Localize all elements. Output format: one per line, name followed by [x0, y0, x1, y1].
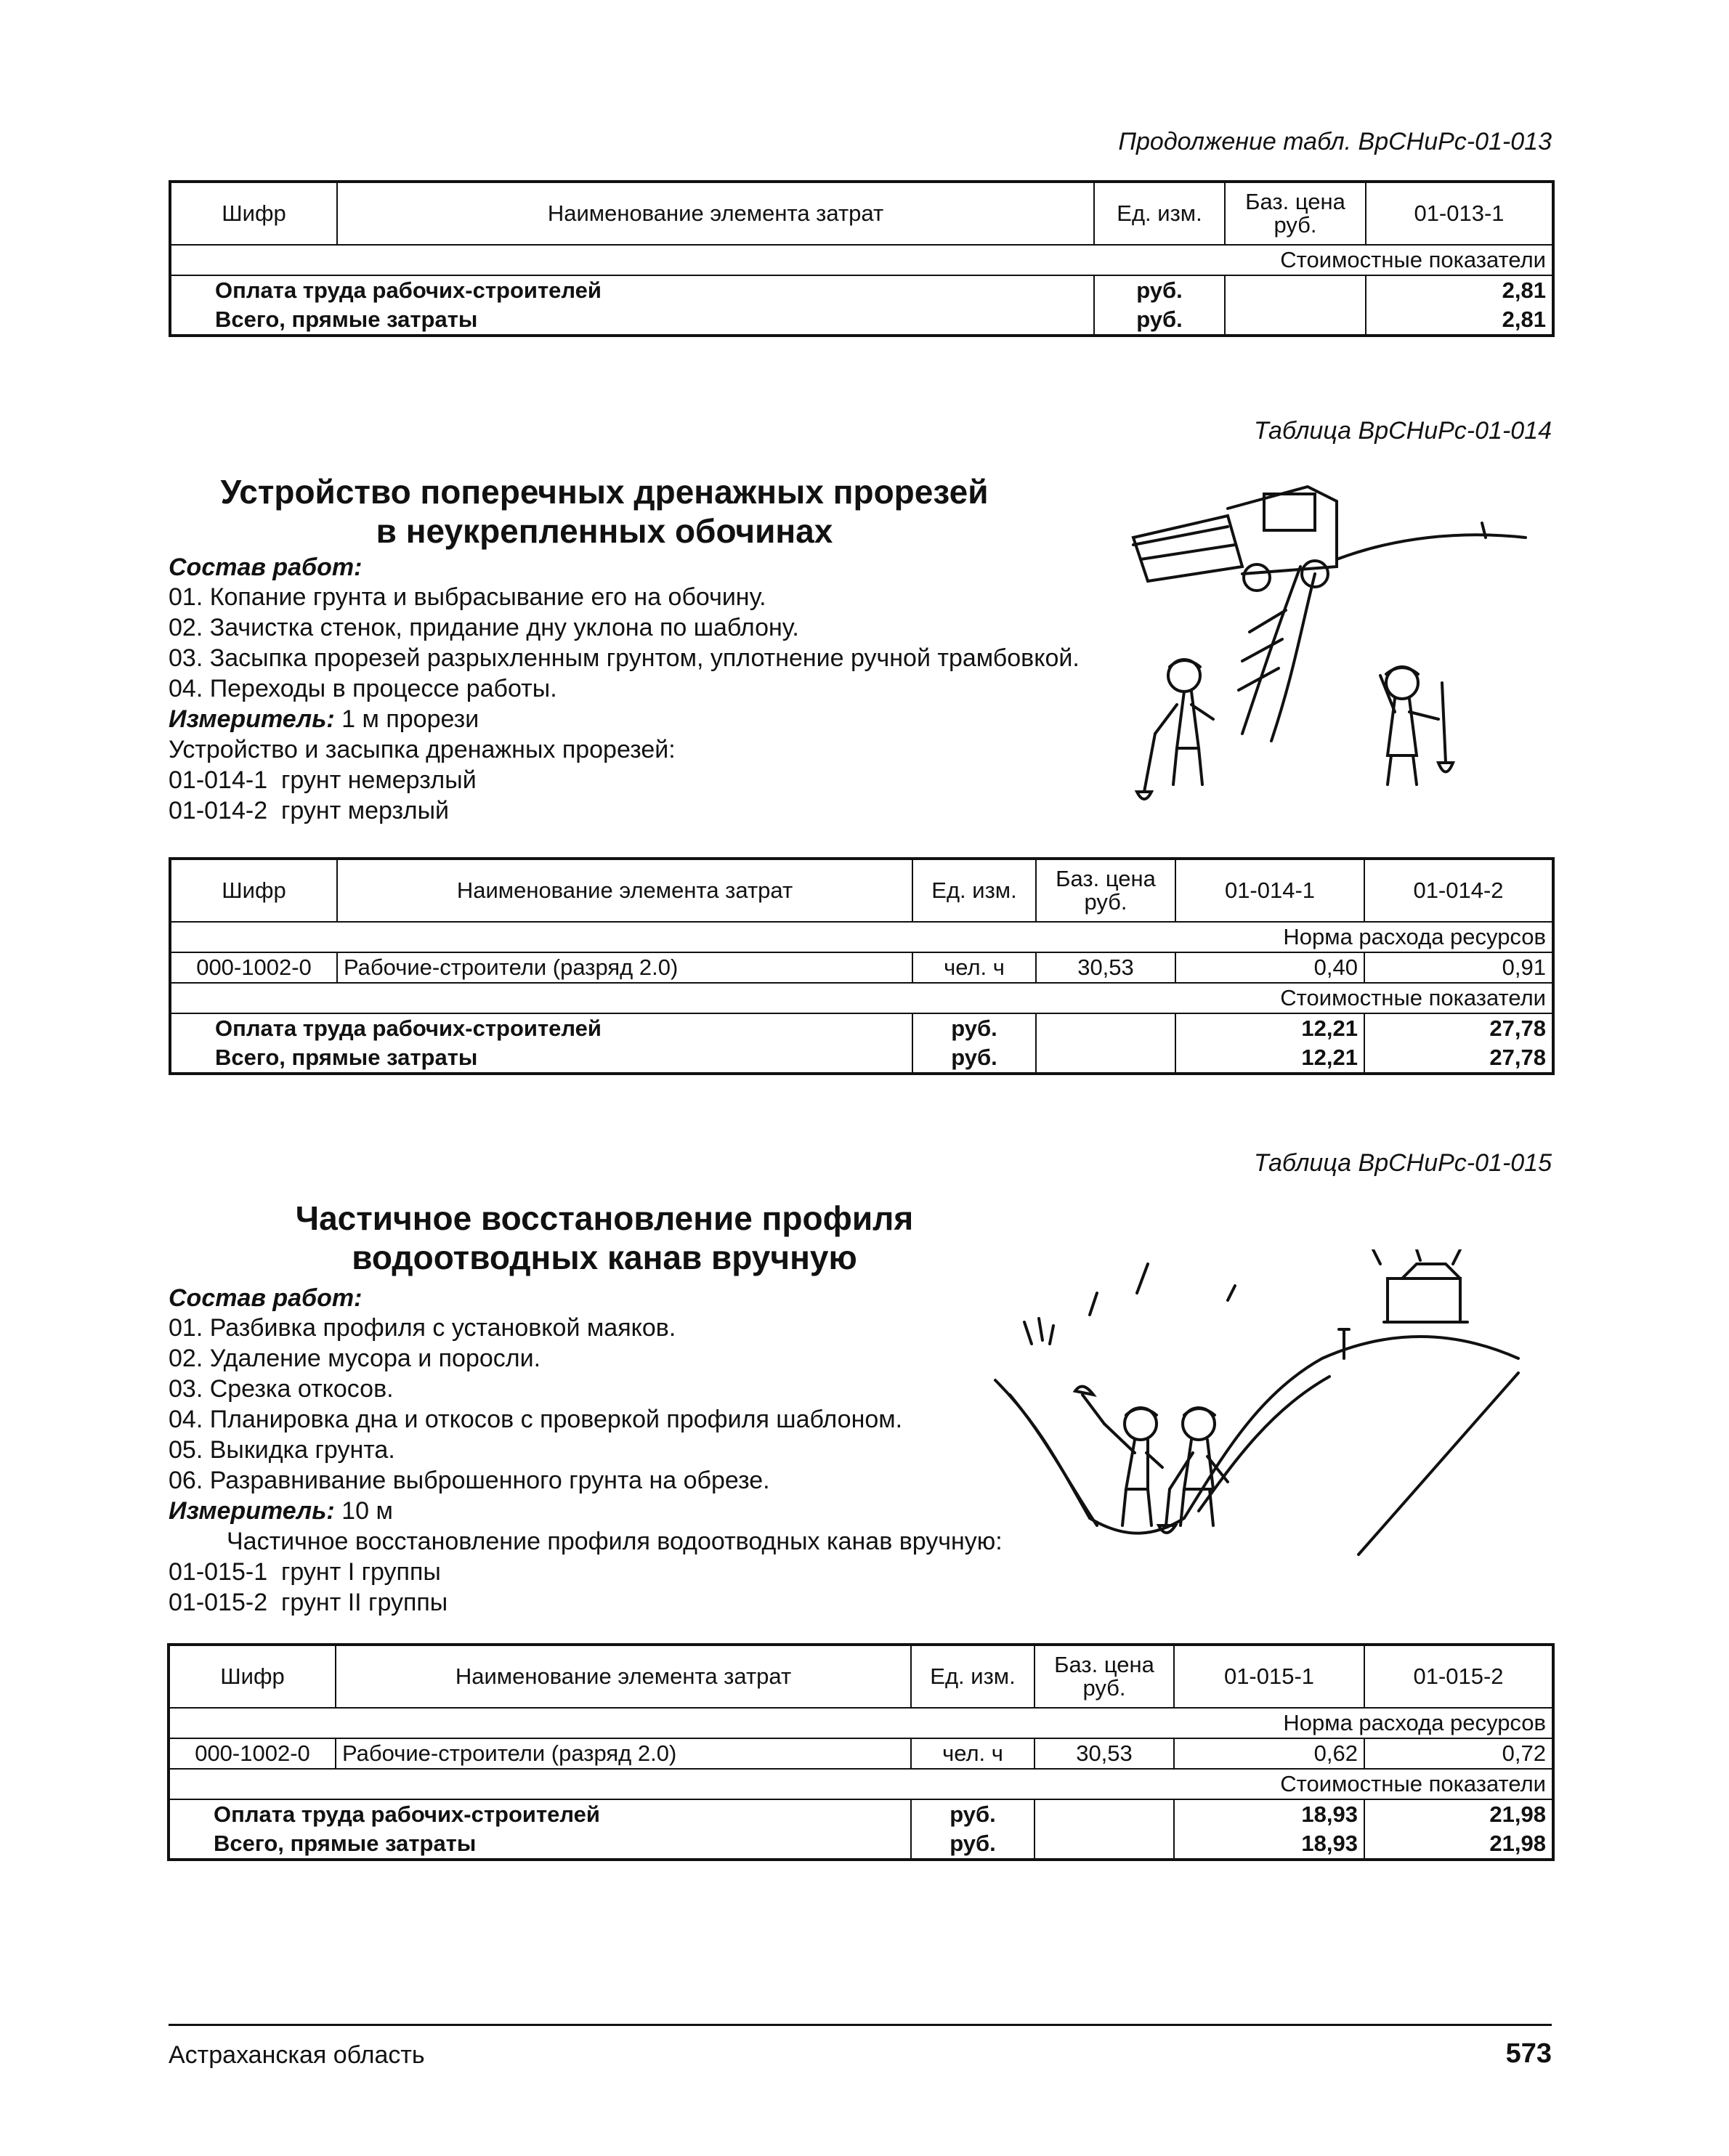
title-line-1: Устройство поперечных дренажных прорезей — [220, 473, 989, 511]
row-price — [1036, 1013, 1175, 1043]
variants-intro: Устройство и засыпка дренажных прорезей: — [169, 736, 676, 763]
row-price: 30,53 — [1034, 1738, 1174, 1769]
row-unit: руб. — [911, 1799, 1034, 1829]
section-label: Норма расхода ресурсов — [1174, 1708, 1553, 1738]
row-value-1: 0,62 — [1174, 1738, 1364, 1769]
meter-line — [169, 1496, 1003, 1526]
title-line-2: водоотводных канав вручную — [352, 1239, 857, 1276]
col-header-price: Баз. цена руб. — [1036, 859, 1175, 922]
variant-item: 01-015-2 грунт II группы — [169, 1589, 448, 1616]
col-header-variant-2: 01-014-2 — [1364, 859, 1553, 922]
col-header-name: Наименование элемента затрат — [337, 182, 1094, 245]
row-value-1: 18,93 — [1174, 1799, 1364, 1829]
row-name: Оплата труда рабочих-строителей — [169, 1799, 911, 1829]
footer-divider — [169, 2024, 1552, 2026]
table-row — [170, 275, 1553, 305]
work-step: 02. Зачистка стенок, придание дну уклона по шаблону. — [169, 614, 799, 641]
work-step: 04. Переходы в процессе работы. — [169, 675, 557, 702]
illustration-ditch-icon — [981, 1249, 1547, 1569]
row-name: Оплата труда рабочих-строителей — [170, 275, 1094, 305]
row-value-2: 0,91 — [1364, 952, 1553, 983]
table-header-row — [169, 1645, 1553, 1708]
section-label: Стоимостные показатели — [1175, 983, 1553, 1013]
variants-intro: Частичное восстановление профиля водоотводных канав вручную: — [227, 1528, 1003, 1555]
col-header-price: Баз. цена руб. — [1034, 1645, 1174, 1708]
col-header-variant-2: 01-015-2 — [1364, 1645, 1553, 1708]
variant-item: 01-014-1 грунт немерзлый — [169, 766, 477, 794]
table-row — [170, 1013, 1553, 1043]
work-step: 06. Разравнивание выброшенного грунта на обрезе. — [169, 1467, 770, 1494]
row-code: 000-1002-0 — [169, 1738, 336, 1769]
work-list-015 — [169, 1284, 1003, 1618]
continuation-caption: Продолжение табл. ВрСНиРс-01-013 — [1118, 128, 1552, 155]
meter-label: Измеритель: — [169, 705, 335, 733]
work-step: 05. Выкидка грунта. — [169, 1436, 395, 1464]
row-code: 000-1002-0 — [170, 952, 337, 983]
page-number: 573 — [1505, 2038, 1552, 2069]
work-step: 03. Засыпка прорезей разрыхленным грунтом, уплотнение ручной трамбовкой. — [169, 644, 1080, 672]
col-header-variant-1: 01-015-1 — [1174, 1645, 1364, 1708]
section-row — [170, 245, 1553, 275]
section-row — [170, 983, 1553, 1013]
row-value-1: 12,21 — [1175, 1013, 1364, 1043]
table-caption-014: Таблица ВрСНиРс-01-014 — [1253, 417, 1552, 445]
row-price — [1036, 1043, 1175, 1074]
row-unit: руб. — [1094, 275, 1225, 305]
row-price — [1034, 1829, 1174, 1860]
col-header-price: Баз. цена руб. — [1225, 182, 1366, 245]
row-name: Рабочие-строители (разряд 2.0) — [336, 1738, 911, 1769]
variant-item: 01-015-1 грунт I группы — [169, 1558, 441, 1586]
table-row — [169, 1829, 1553, 1860]
row-price — [1225, 305, 1366, 336]
title-line-2: в неукрепленных обочинах — [376, 512, 833, 550]
meter-value: 10 м — [334, 1497, 393, 1525]
col-header-unit: Ед. изм. — [912, 859, 1036, 922]
section-row — [169, 1769, 1553, 1799]
work-step: 03. Срезка откосов. — [169, 1375, 394, 1403]
row-unit: чел. ч — [911, 1738, 1034, 1769]
variant-item: 01-014-2 грунт мерзлый — [169, 797, 450, 824]
table-row — [169, 1799, 1553, 1829]
meter-label: Измеритель: — [169, 1497, 335, 1525]
col-header-variant-1: 01-013-1 — [1366, 182, 1553, 245]
row-value-2: 21,98 — [1364, 1799, 1553, 1829]
section-label: Норма расхода ресурсов — [1175, 922, 1553, 952]
work-list-014 — [169, 554, 1080, 826]
work-step: 02. Удаление мусора и поросли. — [169, 1345, 541, 1372]
section-label: Стоимостные показатели — [1174, 1769, 1553, 1799]
row-unit: руб. — [911, 1829, 1034, 1860]
table-header-row — [170, 859, 1553, 922]
section-row — [169, 1708, 1553, 1738]
table-015 — [167, 1643, 1555, 1861]
row-unit: руб. — [1094, 305, 1225, 336]
row-value-1: 2,81 — [1366, 275, 1553, 305]
col-header-code: Шифр — [169, 1645, 336, 1708]
row-unit: руб. — [912, 1043, 1036, 1074]
row-value-2: 27,78 — [1364, 1013, 1553, 1043]
section-title-014 — [169, 472, 1040, 551]
col-header-code: Шифр — [170, 182, 337, 245]
work-label: Состав работ: — [169, 554, 363, 581]
table-row — [170, 1043, 1553, 1074]
meter-value: 1 м прорези — [334, 705, 479, 733]
table-row — [170, 305, 1553, 336]
row-value-1: 12,21 — [1175, 1043, 1364, 1074]
col-header-unit: Ед. изм. — [911, 1645, 1034, 1708]
table-row — [169, 1738, 1553, 1769]
row-value-1: 0,40 — [1175, 952, 1364, 983]
row-value-1: 18,93 — [1174, 1829, 1364, 1860]
row-name: Рабочие-строители (разряд 2.0) — [337, 952, 912, 983]
row-value-2: 21,98 — [1364, 1829, 1553, 1860]
row-name: Всего, прямые затраты — [170, 1043, 912, 1074]
row-name: Оплата труда рабочих-строителей — [170, 1013, 912, 1043]
row-price — [1225, 275, 1366, 305]
row-price — [1034, 1799, 1174, 1829]
section-label: Стоимостные показатели — [1225, 245, 1553, 275]
col-header-variant-1: 01-014-1 — [1175, 859, 1364, 922]
row-unit: чел. ч — [912, 952, 1036, 983]
table-header-row — [170, 182, 1553, 245]
footer-region: Астраханская область — [169, 2041, 425, 2069]
work-step: 01. Разбивка профиля с установкой маяков. — [169, 1314, 676, 1342]
table-caption-015: Таблица ВрСНиРс-01-015 — [1253, 1149, 1552, 1177]
table-013 — [169, 180, 1555, 337]
col-header-name: Наименование элемента затрат — [336, 1645, 911, 1708]
work-label: Состав работ: — [169, 1284, 363, 1312]
col-header-code: Шифр — [170, 859, 337, 922]
col-header-unit: Ед. изм. — [1094, 182, 1225, 245]
title-line-1: Частичное восстановление профиля — [295, 1199, 914, 1237]
section-title-015 — [169, 1199, 1040, 1277]
work-step: 01. Копание грунта и выбрасывание его на обочину. — [169, 583, 766, 611]
row-name: Всего, прямые затраты — [169, 1829, 911, 1860]
row-name: Всего, прямые затраты — [170, 305, 1094, 336]
row-value-2: 27,78 — [1364, 1043, 1553, 1074]
illustration-drainage-icon — [1119, 458, 1555, 821]
col-header-name: Наименование элемента затрат — [337, 859, 912, 922]
work-step: 04. Планировка дна и откосов с проверкой профиля шаблоном. — [169, 1406, 903, 1433]
row-unit: руб. — [912, 1013, 1036, 1043]
table-014 — [169, 857, 1555, 1075]
section-row — [170, 922, 1553, 952]
row-price: 30,53 — [1036, 952, 1175, 983]
table-row — [170, 952, 1553, 983]
row-value-2: 0,72 — [1364, 1738, 1553, 1769]
row-value-1: 2,81 — [1366, 305, 1553, 336]
meter-line — [169, 704, 1080, 734]
